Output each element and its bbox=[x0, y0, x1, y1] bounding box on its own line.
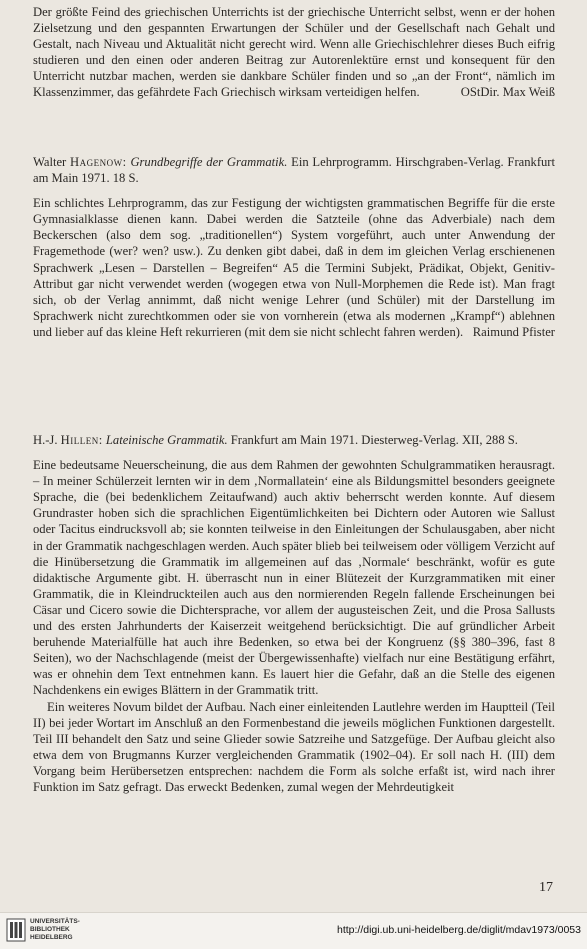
page-number: 17 bbox=[539, 880, 553, 895]
review-2-title: Grundbegriffe der Grammatik. bbox=[130, 155, 288, 169]
review-1-signature: OStDir. Max Weiß bbox=[460, 85, 555, 100]
review-2-heading bbox=[33, 154, 555, 186]
review-1-body: Der größte Feind des griechischen Unterrichts ist der griechische Unterricht selbst, wenn er der hohen Zielsetzung und den gespannten Erwartungen der Schüler und der Gesellschaft nach Gehalt und Gestalt, nach Niveau und Aktualität nicht gerecht wird. Wenn alle Griechischlehrer dieses Buch eifrig studieren und den einen oder anderen Beitrag zur Autorenlektüre ernst und konsequent für den Unterricht nutzbar machen, werden sie dankbare Schüler finden und so „an der Front“, nämlich im Klassenzimmer, das gefährdete Fach Griechisch wirksam verteidigen helfen. OStDir. Max Weiß bbox=[33, 5, 555, 100]
review-3-paragraph-1: Eine bedeutsame Neuerscheinung, die aus dem Rahmen der gewohnten Schulgrammatiken herausragt. – In meiner Schülerzeit lernten wir in dem ‚Normallatein‘ eine als Bildungsmittel besonders geeignete Sprache, die (bei bedenklichem Zeitaufwand) auch aktiv beherrscht werden konnte. Auf diesem Grundraster hoben sich die sprachlichen Eigentümlichkeiten bei Dichtern oder Autoren wie Sallust oder Tacitus eindrucksvoll ab; sie konnten teilweise in den Einleitungen der Schulausgaben, aber nicht in der Grammatik nachgeschlagen werden. Auch später blieb bei teilweisem oder völligem Verzicht auf die Hinübersetzung die Grammatik im allgemeinen auf das ‚Normale‘ beschränkt, wofür es gute didaktische Argumente gibt. H. überrascht nun in einer Blütezeit der Kurzgrammatiken mit einer Grammatik, die in Kleindruckteilen auch aus den normierenden Regeln fallende Erscheinungen bei Cäsar und Cicero sowie die Dichtersprache, vor allem der augusteischen Zeit, und die Prosa Sallusts und des ersten Jahrhunderts der Kaiserzeit weitgehend berücksichtigt. Die auf gründlicher Arbeit beruhende Materialfülle hat auch ihre Bedenken, so etwa bei der Kongruenz (§§ 380–396, fast 8 Seiten), wo der Nachschlagende (meist der Übergewissenhafte) vielfach nur eine Bestätigung erfährt, was er ohnehin dem Text entnehmen kann. Es lauert hier die Gefahr, daß an die Stelle des eigenen Nachdenkens ein ewiges Blättern in der Grammatik tritt. bbox=[33, 458, 555, 698]
review-section-3 bbox=[33, 432, 555, 795]
review-3-paragraph-2: Ein weiteres Novum bildet der Aufbau. Nach einer einleitenden Lautlehre werden im Hauptteil (Teil II) bei jeder Wortart im Anschluß an den Formenbestand die jeweils möglichen Funktionen dargestellt. Teil III behandelt den Satz und seine Glieder sowie Satzreihe und Satzgefüge. Der Aufbau gleicht also etwa dem von Brugmanns Kurzer vergleichenden Grammatik (1902–04). Er soll nach H. (III) dem Vorgang beim Herübersetzen entsprechen: nachdem die Form als solche erfaßt ist, wird nach ihrer Funktion im Satz gefragt. Das erweckt Bedenken, zumal wegen der Mehrdeutigkeit bbox=[33, 699, 555, 794]
footer-bar bbox=[0, 912, 587, 949]
library-logo-icon bbox=[6, 918, 26, 942]
review-section-2 bbox=[33, 154, 555, 340]
source-url-link[interactable]: http://digi.ub.uni-heidelberg.de/diglit/mdav1973/0053 bbox=[336, 924, 581, 936]
review-section-1 bbox=[33, 4, 555, 101]
review-3-citation: Frankfurt am Main 1971. Diesterweg-Verlag. XII, 288 S. bbox=[227, 433, 518, 447]
library-name: UNIVERSITÄTS- BIBLIOTHEK HEIDELBERG bbox=[30, 918, 80, 941]
review-3-author-last: Hillen: bbox=[60, 433, 103, 447]
review-2-author-last: Hagenow: bbox=[70, 155, 127, 169]
review-2-signature: Raimund Pfister bbox=[472, 324, 555, 339]
review-3-heading bbox=[33, 432, 555, 448]
review-2-body: Ein schlichtes Lehrprogramm, das zur Festigung der wichtigsten grammatischen Begriffe für die erste Gymnasialklasse dienen kann. Dabei werden die Satzteile (ohne das Adverbiale) nach dem Beckerschen (also dem sog. „traditionellen“) System vorgeführt, auch unter Anwendung der Fragemethode (wer? wen? usw.). Zu denken gibt dabei, daß in dem im gleichen Verlag erschienenen Sprachwerk „Lesen – Darstellen – Begreifen“ A5 die Termini Subjekt, Prädikat, Objekt, Genitiv-Attribut gar nicht verwendet werden (wogegen etwa von Null-Morphemen die Rede ist). Man fragt sich, ob der Verlag annimmt, daß nicht wenige Lehrer (und Schüler) mit der Darstellung im Sprachwerk nicht zurechtkommen oder sie von vornherein (etwa als modernen „Krampf“) ablehnen und lieber auf das kleine Heft rekurrieren (mit dem sie nicht schlecht fahren werden). Raimund Pfister bbox=[33, 196, 555, 339]
review-2-author-first: Walter bbox=[33, 155, 71, 169]
review-2-citation: Ein Lehrprogramm. Hirschgraben-Verlag. Frankfurt am Main 1971. 18 S. bbox=[33, 155, 555, 186]
review-3-author-first: H.-J. bbox=[33, 433, 61, 447]
review-3-title: Lateinische Grammatik. bbox=[105, 433, 228, 447]
